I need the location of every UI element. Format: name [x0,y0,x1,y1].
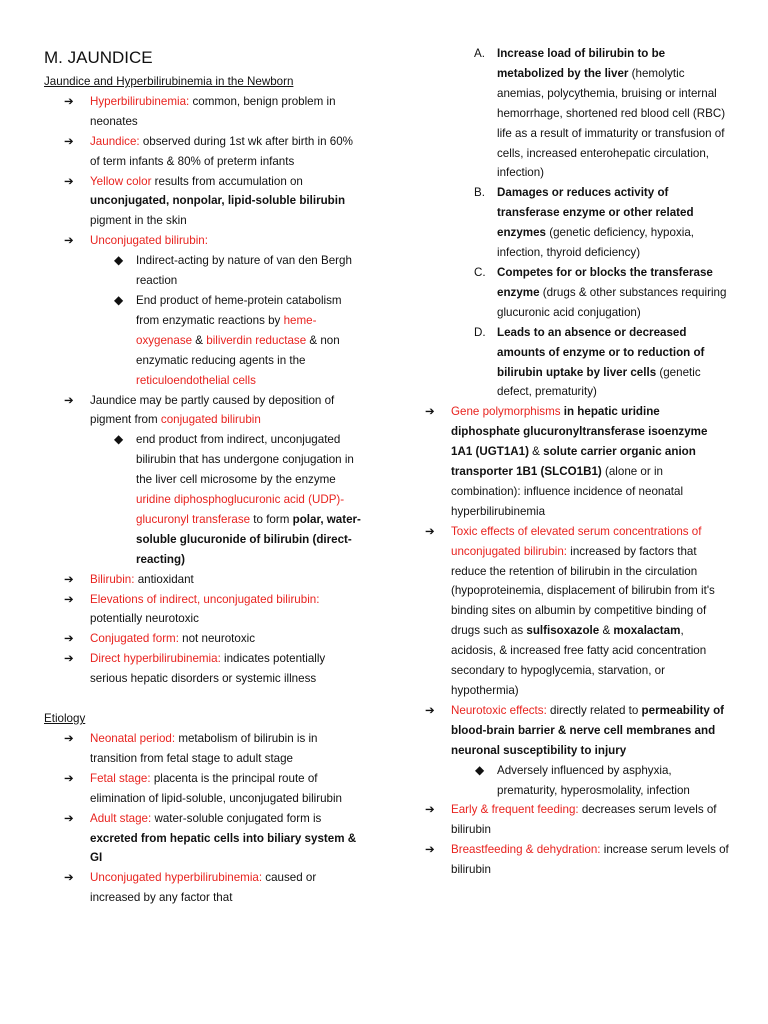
sub-bullet-adversely-influenced [411,761,731,801]
bullet-adult-stage [44,809,362,869]
sub-bullet-end-product [44,291,362,391]
diamond-icon: ◆ [114,292,124,307]
list-item-d [411,323,731,403]
text: & [192,333,207,347]
list-item-b [411,183,731,263]
text-bold: in hepatic uridine diphosphate glucuronyltransferase isoenzyme 1A1 (UGT1A1) [451,405,708,459]
term: Yellow color [90,174,152,188]
left-column [44,72,362,908]
text: to form [250,512,293,526]
term: Neurotoxic effects: [451,703,547,717]
term: Early & frequent feeding: [451,803,579,817]
arrow-icon: ➔ [64,592,74,606]
bullet-breastfeeding [411,840,731,880]
bullet-early-feeding [411,800,731,840]
text-bold: Increase load of bilirubin to be metabolized by the liver [497,47,666,80]
text-bold: Competes for or blocks the transferase enzyme [497,265,713,299]
list-item-c [411,263,731,323]
arrow-icon: ➔ [64,652,74,666]
bullet-deposition [44,391,362,431]
text-bold: moxalactam [613,624,681,638]
page-title: M. JAUNDICE [44,48,153,67]
text-bold: permeability of blood-brain barrier & nerve cell membranes and neuronal susceptibility to injury [451,703,725,757]
bullet-neurotoxic-effects [411,701,731,761]
section-heading-etiology: Etiology [44,712,86,726]
text: Indirect-acting by nature of van den Bergh reaction [136,254,352,288]
diamond-icon: ◆ [114,432,124,447]
term: Neonatal period: [90,732,176,745]
arrow-icon: ➔ [425,703,435,717]
text-bold: Damages or reduces activity of transferase enzyme or other related enzymes [497,186,694,240]
arrow-icon: ➔ [425,524,435,538]
bullet-bilirubin [44,570,362,590]
bullet-unconjugated-bilirubin [44,231,362,251]
text-bold: sulfisoxazole [526,624,600,638]
list-item-a [411,44,731,183]
term: heme-oxygenase [136,313,317,347]
bullet-toxic-effects [411,522,731,701]
text: End product of heme-protein catabolism from enzymatic reactions by [136,293,342,327]
text: (alone or in combination): influence incidence of neonatal hyperbilirubinemia [451,465,684,518]
text: potentially neurotoxic [90,612,199,626]
term: uridine diphosphoglucuronic acid (UDP)-glucuronyl transferase [136,493,345,526]
term: reticuloendothelial cells [136,373,256,387]
right-column [411,44,731,880]
term: Bilirubin: [90,572,135,586]
text: (genetic deficiency, hypoxia, infection, thyroid deficiency) [497,226,694,260]
list-marker: A. [474,47,485,60]
arrow-icon: ➔ [64,811,74,825]
term: conjugated bilirubin [160,413,261,427]
text: (drugs & other substances requiring glucuronic acid conjugation) [497,285,727,319]
text: results from accumulation on [151,174,303,188]
arrow-icon: ➔ [64,871,74,885]
bullet-hyperbilirubinemia [44,92,362,132]
text-bold: excreted from hepatic cells into biliary system & GI [90,831,357,865]
bullet-jaundice [44,132,362,172]
text: metabolism of bilirubin is in transition from fetal stage to adult stage [90,732,318,765]
arrow-icon: ➔ [64,174,74,188]
text: common, benign problem in neonates [90,94,336,128]
text: caused or increased by any factor that [90,871,317,905]
bullet-gene-polymorphisms [411,402,731,521]
arrow-icon: ➔ [425,843,435,857]
arrow-icon: ➔ [64,393,74,407]
spacer [44,689,362,709]
text-bold: Leads to an absence or decreased amounts of enzyme or to reduction of bilirubin uptake by liver cells [497,325,705,379]
term: Fetal stage: [90,771,151,785]
text: placenta is the principal route of elimination of lipid-soluble, unconjugated bilirubin [90,771,342,805]
bullet-conjugated-form [44,629,362,649]
bullet-neonatal-period [44,729,362,769]
sub-bullet-conjugation [44,430,362,569]
term: Unconjugated bilirubin: [90,234,208,248]
sub-bullet-indirect-acting [44,251,362,291]
arrow-icon: ➔ [64,771,74,785]
text: water-soluble conjugated form is [151,811,322,825]
text: pigment in the skin [90,214,187,228]
bullet-direct-hyperbilirubinemia [44,649,362,689]
text: (genetic defect, prematurity) [497,365,701,399]
bullet-fetal-stage [44,769,362,809]
text: increased by factors that reduce the retention of bilirubin in the circulation (hypoproteinemia, displacement of bilirubin from it's binding sites on albumin by competitive binding of drugs such as [451,544,715,638]
list-marker: D. [474,325,486,339]
term: Direct hyperbilirubinemia: [90,652,221,666]
arrow-icon: ➔ [64,572,74,586]
diamond-icon: ◆ [475,762,485,777]
text: decreases serum levels of bilirubin [451,803,717,837]
text: Adversely influenced by asphyxia, prematurity, hyperosmolality, infection [497,763,690,797]
arrow-icon: ➔ [425,405,435,419]
term: biliverdin reductase [206,333,307,347]
arrow-icon: ➔ [64,134,74,148]
term: Conjugated form: [90,632,179,646]
text: & [528,445,544,459]
text: , acidosis, & increased free fatty acid concentration secondary to hypoglycemia, starvation, or hypothermia) [451,624,707,697]
text: & non enzymatic reducing agents in the [136,333,340,367]
text: & [599,624,614,638]
section-heading-newborn: Jaundice and Hyperbilirubinemia in the Newborn [44,75,294,88]
term: Breastfeeding & dehydration: [451,843,601,857]
arrow-icon: ➔ [64,732,74,745]
term: Gene polymorphisms [451,405,561,419]
bullet-yellow-color [44,172,362,232]
text: observed during 1st wk after birth in 60% of term infants & 80% of preterm infants [90,134,353,168]
text: indicates potentially serious hepatic disorders or systemic illness [90,652,326,686]
arrow-icon: ➔ [64,234,74,248]
term: Adult stage: [90,811,152,825]
term: Toxic effects of elevated serum concentrations of unconjugated bilirubin: [451,524,702,558]
term: Hyperbilirubinemia: [90,94,190,108]
term: Elevations of indirect, unconjugated bilirubin: [90,592,320,606]
arrow-icon: ➔ [64,94,74,108]
list-marker: B. [474,186,485,200]
text-bold: polar, water-soluble glucuronide of bilirubin (direct-reacting) [136,512,361,566]
list-marker: C. [474,265,486,279]
text: antioxidant [134,572,194,586]
arrow-icon: ➔ [64,632,74,646]
bullet-elevations [44,590,362,630]
diamond-icon: ◆ [114,253,124,268]
text: (hemolytic anemias, polycythemia, bruising or internal hemorrhage, shortened red blood cell (RBC) life as a result of immaturity or transfusion of cells, increased enterohepatic circulation, infection) [497,66,726,180]
arrow-icon: ➔ [425,803,435,817]
text: increase serum levels of bilirubin [451,843,729,877]
term: Jaundice: [90,134,140,148]
text-bold: solute carrier organic anion transporter 1B1 (SLCO1B1) [451,445,696,479]
text: directly related to [546,703,642,717]
text: not neurotoxic [178,632,255,646]
bullet-unconjugated-hyperbilirubinemia [44,868,362,908]
term: Unconjugated hyperbilirubinemia: [90,871,263,885]
text: end product from indirect, unconjugated bilirubin that has undergone conjugation in the liver cell microsome by the enzyme [136,433,354,487]
text: Jaundice may be partly caused by deposition of pigment from [90,393,335,427]
text-bold: unconjugated, nonpolar, lipid-soluble bilirubin [90,194,346,208]
